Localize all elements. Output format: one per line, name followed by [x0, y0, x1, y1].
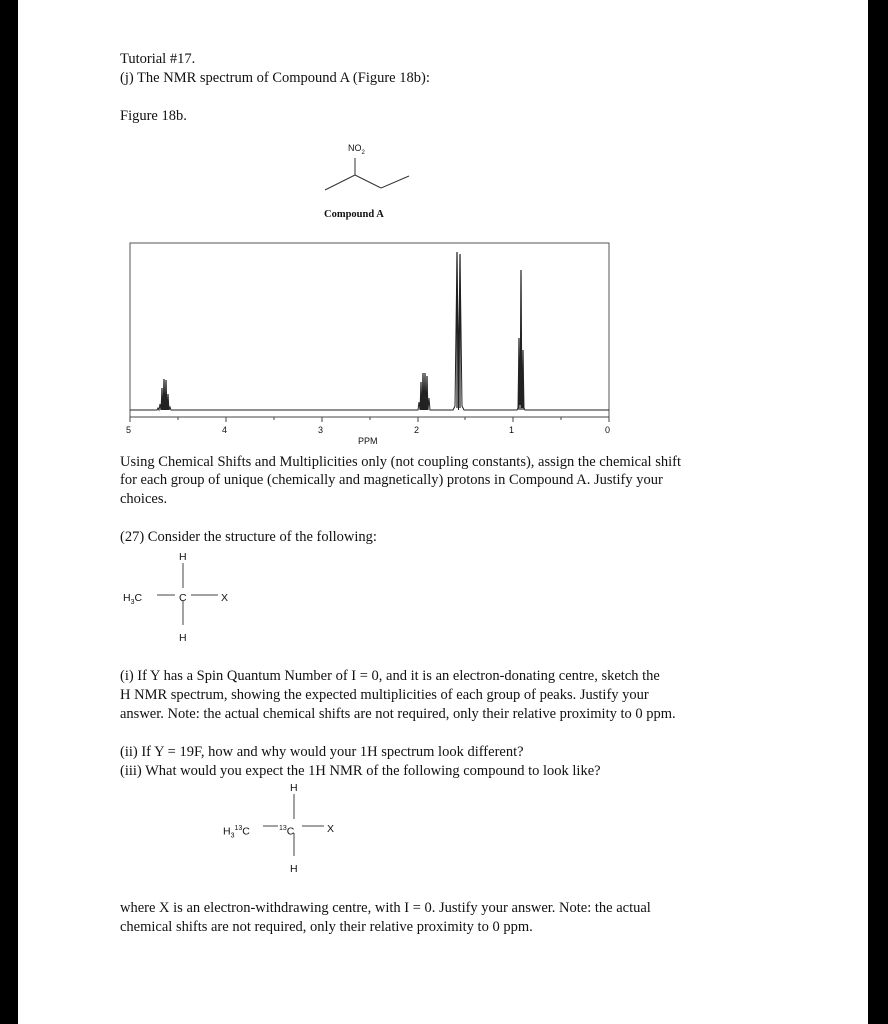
part-ii: (ii) If Y = 19F, how and why would your 1H spectrum look different? — [120, 744, 524, 760]
x-axis-label: PPM — [358, 436, 378, 446]
x-substituent: X — [221, 592, 229, 604]
question-27: (27) Consider the structure of the following: — [120, 529, 377, 545]
x-tick-4: 4 — [222, 425, 228, 435]
c-center: C — [179, 592, 187, 604]
x-tick-3: 3 — [318, 425, 324, 435]
x-tick-5: 5 — [126, 425, 132, 435]
c13-methyl-group: $H_3^{13}C$ — [223, 825, 250, 840]
instruction-line-1: Using Chemical Shifts and Multiplicities only (not coupling constants), assign the chemical shift — [120, 454, 681, 470]
tutorial-title: Tutorial #17. — [120, 51, 196, 67]
x-tick-1: 1 — [509, 425, 515, 435]
x-tick-0: 0 — [605, 425, 611, 435]
h-bottom: H — [179, 632, 187, 644]
question-j: (j) The NMR spectrum of Compound A (Figure 18b): — [120, 70, 430, 86]
methyl-group: $H_3C$ — [123, 592, 143, 607]
h-bottom-2: H — [290, 863, 298, 875]
instruction-line-3: choices. — [120, 491, 168, 507]
part-i-line-1: (i) If Y has a Spin Quantum Number of I = 0, and it is an electron-donating centre, sketch the — [120, 668, 660, 684]
h-top: H — [179, 551, 187, 563]
structure-2-bonds — [18, 0, 868, 900]
final-line-2: chemical shifts are not required, only their relative proximity to 0 ppm. — [120, 919, 533, 935]
document-page — [18, 0, 868, 1024]
figure-label: Figure 18b. — [120, 108, 187, 124]
final-line-1: where X is an electron-withdrawing centre, with I = 0. Justify your answer. Note: the actual — [120, 900, 651, 916]
x-tick-2: 2 — [414, 425, 420, 435]
part-i-line-3: answer. Note: the actual chemical shifts are not required, only their relative proximity to 0 ppm. — [120, 706, 676, 722]
instruction-line-2: for each group of unique (chemically and magnetically) protons in Compound A. Justify your — [120, 472, 663, 488]
x-substituent-2: X — [327, 823, 335, 835]
part-iii: (iii) What would you expect the 1H NMR of the following compound to look like? — [120, 763, 601, 779]
compound-a-caption: Compound A — [324, 209, 384, 220]
c13-center: $^{13}$C — [279, 825, 295, 838]
nitro-label: $NO_2$ — [348, 143, 365, 156]
part-i-line-2: H NMR spectrum, showing the expected multiplicities of each group of peaks. Justify your — [120, 687, 649, 703]
h-top-2: H — [290, 782, 298, 794]
